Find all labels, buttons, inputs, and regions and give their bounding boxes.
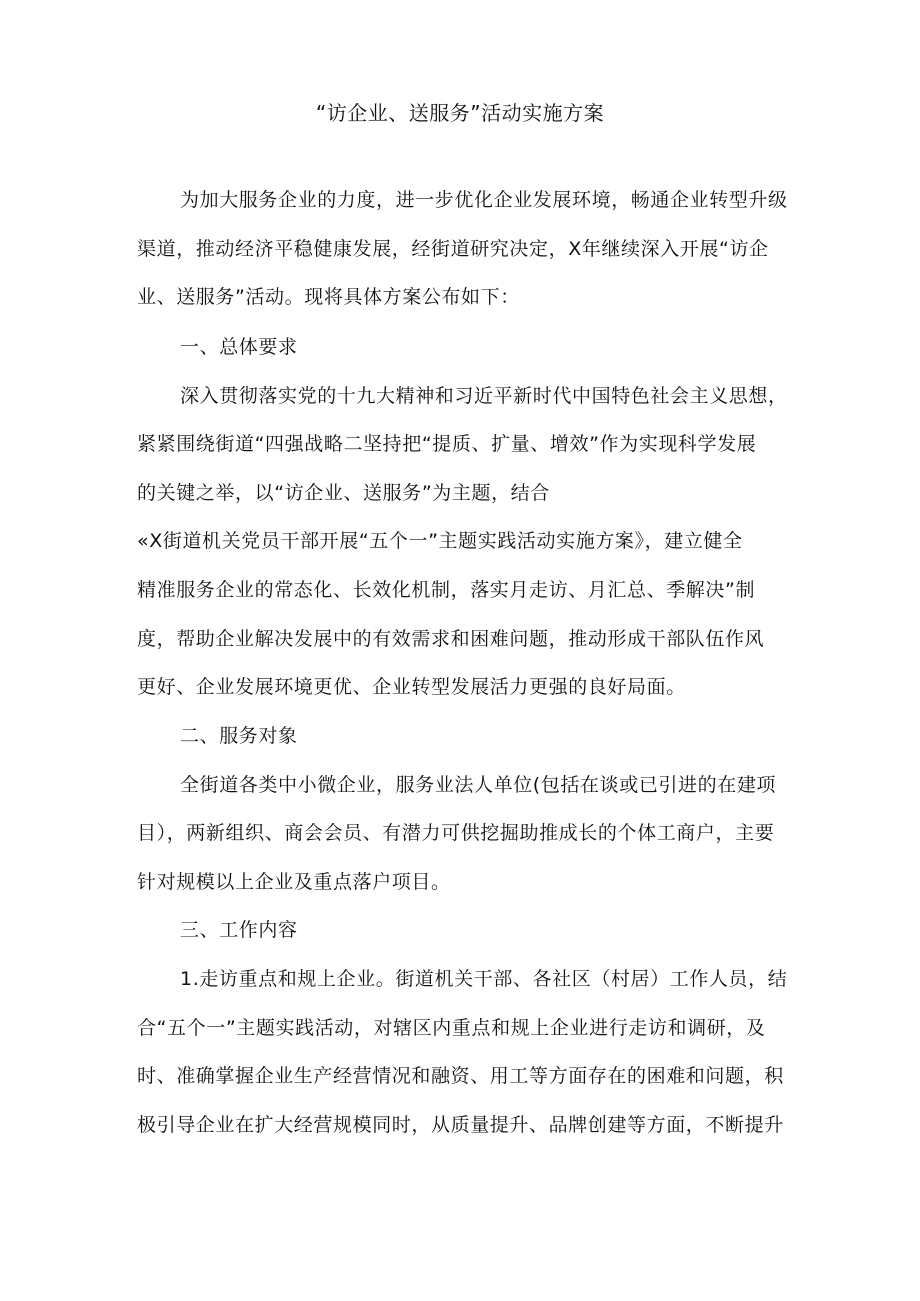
paragraph-line: 深入贯彻落实党的十九大精神和习近平新时代中国特色社会主义思想， (180, 385, 788, 407)
paragraph-line: 全街道各类中小微企业，服务业法人单位(包括在谈或已引进的在建项 (180, 774, 777, 796)
paragraph-line: 精准服务企业的常态化、长效化机制，落实月走访、月汇总、季解决”制 (137, 579, 756, 601)
paragraph-line: «X街道机关党员干部开展“五个一”主题实践活动实施方案》，建立健全 (137, 530, 743, 552)
paragraph-line: 渠道，推动经济平稳健康发展，经街道研究决定，X年继续深入开展“访企 (137, 238, 769, 260)
section-heading: 一、总体要求 (180, 336, 298, 358)
paragraph-line: 紧紧围绕街道“四强战略二坚持把“提质、扩量、增效”作为实现科学发展 (137, 433, 757, 455)
section-heading: 二、服务对象 (180, 725, 298, 747)
paragraph-line: 的关键之举，以“访企业、送服务”为主题，结合 (137, 482, 550, 504)
paragraph-line: 极引导企业在扩大经营规模同时，从质量提升、品牌创建等方面，不断提升 (137, 1114, 784, 1136)
paragraph-line: 目），两新组织、商会会员、有潜力可供挖掘助推成长的个体工商户，主要 (137, 822, 775, 844)
section-heading: 三、工作内容 (180, 919, 298, 941)
paragraph-line: 时、准确掌握企业生产经营情况和融资、用工等方面存在的困难和问题，积 (137, 1065, 784, 1087)
paragraph-line: 为加大服务企业的力度，进一步优化企业发展环境，畅通企业转型升级 (180, 189, 788, 211)
paragraph-line: 针对规模以上企业及重点落户项目。 (137, 871, 451, 893)
paragraph-line: 1.走访重点和规上企业。街道机关干部、各社区（村居）工作人员，结 (180, 968, 788, 990)
paragraph-line: 度，帮助企业解决发展中的有效需求和困难问题，推动形成干部队伍作风 (137, 628, 765, 650)
paragraph-line: 更好、企业发展环境更优、企业转型发展活力更强的良好局面。 (137, 676, 686, 698)
paragraph-line: 业、送服务”活动。现将具体方案公布如下： (137, 286, 520, 308)
paragraph-line: 合“五个一”主题实践活动，对辖区内重点和规上企业进行走访和调研，及 (137, 1017, 766, 1039)
document-title: “访企业、送服务”活动实施方案 (315, 101, 605, 125)
